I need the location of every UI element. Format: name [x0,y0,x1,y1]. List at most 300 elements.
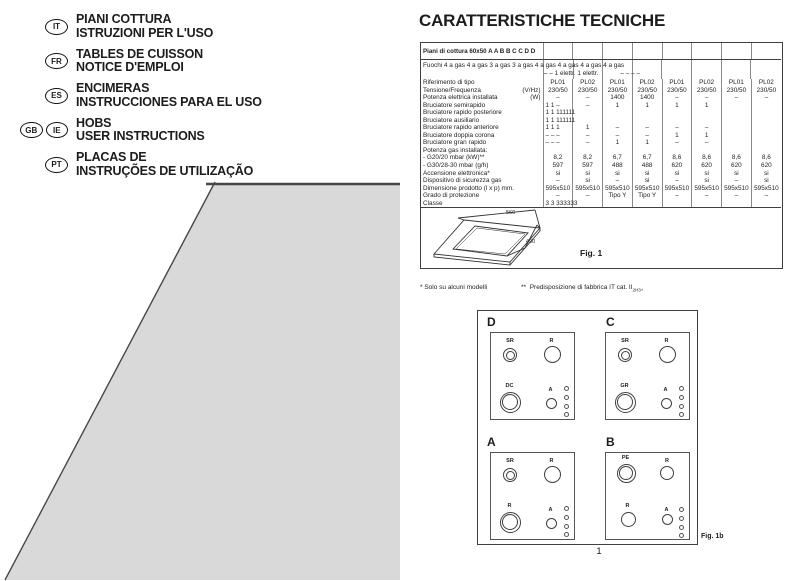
lang-badge-fr: FR [45,53,68,69]
cell: – [692,139,722,147]
knob-dot [679,412,684,417]
lang-title [76,117,205,144]
cell: si [751,177,781,185]
cell: – [603,132,633,140]
lang-badges [20,88,68,104]
burner-label: A [664,507,669,513]
burner-circle [544,346,561,363]
burner-label: R [665,458,669,464]
row-label-text: Potenza elettrica installata [423,94,498,102]
cell: – [603,124,633,132]
cell: 8,6 [722,154,752,162]
lang-line1: PIANI COTTURA [76,12,172,26]
row-label [421,117,543,125]
cell [632,109,662,117]
cell [662,43,692,60]
cell: PL01 [543,79,573,87]
cell: 230/50 [573,87,603,95]
knob-dot [679,395,684,400]
fig1b-box [477,310,698,545]
cell: 1 [662,102,692,110]
row-label-text: Bruciatore rapido anteriore [423,124,499,132]
knob-dot [564,404,569,409]
cell: si [692,170,722,178]
cell: – [662,94,692,102]
cell [751,200,781,208]
fig1-dim-depth: 490 [526,239,536,246]
row-label-text: Riferimento di tipo [423,79,475,86]
lang-title [76,151,253,178]
cell: – [573,132,603,140]
cell [692,43,722,60]
cell [751,132,781,140]
lang-line2: INSTRUCCIONES PARA EL USO [76,94,262,109]
footnote-2-stars: ** [521,284,527,291]
burner-label: R [549,458,554,464]
cell: 1 [632,102,662,110]
cell: 8,6 [751,154,781,162]
lang-badges [20,157,68,173]
cell: 230/50 [543,87,573,95]
lang-badges [20,19,68,35]
fuochi-line2 [544,70,779,78]
lang-title [76,82,262,109]
burner-circle [662,514,673,525]
fig1b-caption: Fig. 1b [701,533,724,540]
row-label-text: Bruciatore ausiliario [423,116,480,124]
hob-panel-d [490,332,575,420]
cell: 6,7 [603,154,633,162]
cell [722,102,752,110]
row-label [421,124,543,132]
burner-circle [503,348,517,362]
cell: – [751,94,781,102]
cell: 1400 [603,94,633,102]
cell: 620 [751,162,781,170]
fuochi-cell [421,60,781,80]
cell [543,43,573,60]
table-row [421,43,781,60]
cell [632,43,662,60]
table-row [421,87,781,95]
fuochi-line2a: – – 1 elettr. 1 elettr. [544,69,599,77]
cell: si [603,170,633,178]
row-label-text: Tensione/Frequenza [423,86,481,94]
cell: 620 [662,162,692,170]
cell: – [632,124,662,132]
cell [573,43,603,60]
lang-line2: ISTRUZIONI PER L'USO [76,25,214,40]
cell: 488 [603,162,633,170]
cell [692,147,722,155]
language-title-block [20,13,400,186]
burner-circle [546,518,557,529]
row-label-text: Bruciatore semirapido [423,101,486,109]
cell: 1400 [632,94,662,102]
footnote-2-sub: 2H3+ [632,287,644,293]
cell: – [543,177,573,185]
cell: 1 [692,102,722,110]
cell: PL01 [722,79,752,87]
cell: – [692,192,722,200]
cell: PL02 [692,79,722,87]
fig1-dim-width: 560 [506,210,516,217]
cell: si [692,177,722,185]
row-label [421,94,543,102]
lang-badge-es: ES [45,88,68,104]
row-label [421,132,543,140]
cell: 1 [573,124,603,132]
cell: PL02 [751,79,781,87]
table-row [421,154,781,162]
row-label-text: Potenza gas installata: [423,146,488,154]
gray-diagonal-shape [0,180,410,581]
row-label-text: Accensione elettronica* [423,169,490,177]
cell [603,200,633,208]
cell: – [573,139,603,147]
cell: 597 [573,162,603,170]
cell [751,43,781,60]
cell: 1 1 111111 [543,117,573,125]
cell: 1 [632,139,662,147]
row-label-text: Grado di protezione [423,192,480,200]
burner-label: R [664,338,669,344]
lang-badges [20,122,68,138]
cell [722,139,752,147]
page-title: CARATTERISTICHE TECNICHE [419,11,666,30]
cell: – [543,94,573,102]
cell: 595x510 [632,185,662,193]
lang-title [76,13,213,40]
lang-line1: TABLES DE CUISSON [76,46,203,61]
fuochi-line1: Fuochi 4 a gas 4 a gas 3 a gas 3 a gas 4 a gas 4 a gas 4 a gas 4 a gas [423,61,625,69]
cell: – [662,139,692,147]
cell: 595x510 [543,185,573,193]
knob-dot [679,507,684,512]
burner-circle [500,512,521,533]
cell: si [573,170,603,178]
burner-circle [503,468,517,482]
tech-table-box [420,42,783,269]
cell [573,147,603,155]
row-label [421,109,543,117]
cell: 1 1 111111 [543,109,573,117]
burner-circle [621,512,636,527]
footnote-2 [521,284,643,292]
cell [722,124,752,132]
cell [662,117,692,125]
knob-dot [564,524,569,529]
burner-label: R [507,503,512,509]
lang-item-it [20,13,400,40]
lang-badges [20,53,68,69]
burner-circle [617,464,636,483]
knob-dot [564,386,569,391]
burner-label: GR [620,383,629,389]
table-row [421,102,781,110]
table-row [421,177,781,185]
row-label [421,79,543,87]
cell: – [722,94,752,102]
footnote-2-text: Predisposizione di fabbrica IT cat. II [529,284,633,291]
cell [632,147,662,155]
lang-line2: USER INSTRUCTIONS [76,129,205,143]
lang-line1: PLACAS DE [76,150,147,164]
cell: 595x510 [751,185,781,193]
cell: si [632,177,662,185]
cell [722,200,752,208]
burner-circle [546,398,557,409]
cell: – [722,192,752,200]
knob-dot [679,386,684,391]
cell: 595x510 [692,185,722,193]
lang-item-fr [20,48,400,75]
knob-dot [679,525,684,530]
cell: – [573,192,603,200]
row-label [421,162,543,170]
burner-circle [618,348,632,362]
table-row [421,109,781,117]
cell: 8,6 [662,154,692,162]
cell: – [603,177,633,185]
cell [573,109,603,117]
cell: si [573,177,603,185]
cell: 230/50 [692,87,722,95]
cell: 3 3 333333 [543,200,573,208]
row-label-text: Bruciatore rapido posteriore [423,109,502,117]
cell [692,117,722,125]
cell: 230/50 [662,87,692,95]
row-label-text: Bruciatore doppia corona [423,131,495,139]
table-row [421,94,781,102]
row-label [421,147,543,155]
table-row [421,132,781,140]
cell: Tipo Y [603,192,633,200]
row-label [421,192,543,200]
row-label [421,139,543,147]
table-row [421,124,781,132]
knob-dot [564,412,569,417]
burner-circle [659,346,676,363]
cell: PL01 [662,79,692,87]
cell: PL02 [573,79,603,87]
table-row [421,200,781,208]
cell: 597 [543,162,573,170]
row-label [421,154,543,162]
cell: – – – [543,132,573,140]
cell [722,147,752,155]
lang-line1: ENCIMERAS [76,81,150,95]
cell: si [722,170,752,178]
page-number: 1 [596,546,602,557]
cell: 230/50 [632,87,662,95]
lang-line1: HOBS [76,115,112,130]
burner-circle [660,466,674,480]
cell [722,117,752,125]
cell [603,109,633,117]
row-label-text: Bruciatore gran rapido [423,139,487,147]
lang-item-es [20,82,400,109]
cell [603,147,633,155]
table-row [421,139,781,147]
cell: 595x510 [603,185,633,193]
hob-panel-a [490,452,575,540]
cell: 8,6 [692,154,722,162]
row-label-text: - G20/20 mbar (kW)** [423,154,485,162]
cell: 1 1 – [543,102,573,110]
cell: – [722,177,752,185]
knob-dot [679,533,684,538]
fig1-area [421,208,782,266]
cell: 595x510 [573,185,603,193]
cell [722,109,752,117]
cell: 1 [692,132,722,140]
cell: PL02 [632,79,662,87]
hob-panel-c [605,332,690,420]
knob-dot [564,506,569,511]
burner-label: A [548,387,553,393]
table-row [421,60,781,80]
lang-badge-pt: PT [45,157,68,173]
row-label [421,87,543,95]
lang-item-pt [20,151,400,178]
cell: 488 [632,162,662,170]
knob-dot [679,404,684,409]
row-label [421,185,543,193]
knob-dot [564,515,569,520]
table-header-cell: Piani di cottura 60x50 A A B B C C D D [421,43,543,60]
cell: – [662,124,692,132]
cell [603,117,633,125]
cell: 8,2 [543,154,573,162]
fig1-caption: Fig. 1 [580,248,603,259]
row-label [421,177,543,185]
panel-letter: D [487,315,496,329]
burner-label: PE [621,455,630,461]
cell: PL01 [603,79,633,87]
cell [573,117,603,125]
cell [632,117,662,125]
lang-line2: NOTICE D'EMPLOI [76,60,184,74]
cell: – [662,177,692,185]
burner-circle [544,466,561,483]
cell [692,109,722,117]
cell: si [662,170,692,178]
cell: 1 [603,139,633,147]
cell: – [573,94,603,102]
burner-label: A [663,387,668,393]
row-label [421,102,543,110]
burner-label: R [625,503,630,509]
cell [722,132,752,140]
cell: – [692,124,722,132]
table-row [421,117,781,125]
lang-badge-it: IT [45,19,68,35]
burner-circle [661,398,672,409]
cell [751,124,781,132]
cell [632,200,662,208]
tech-table [421,43,781,208]
row-label [421,200,543,208]
cell [692,200,722,208]
cell [662,200,692,208]
hob-panel-b [605,452,690,540]
cell: – [632,132,662,140]
row-label-text: Dispositivo di sicurezza gas [423,177,502,185]
cell: 230/50 [722,87,752,95]
cell: 6,7 [632,154,662,162]
cell [751,147,781,155]
cell: – [573,102,603,110]
knob-dot [564,532,569,537]
panel-letter: C [606,315,615,329]
burner-circle [500,392,521,413]
panel-letter: A [487,435,496,449]
cell [603,43,633,60]
cell [751,102,781,110]
fuochi-line2b: – – – – [620,69,640,77]
cell: 230/50 [603,87,633,95]
lang-line2: INSTRUÇÕES DE UTILIZAÇÃO [76,163,254,178]
cell [751,117,781,125]
cell: 620 [692,162,722,170]
cell: si [751,170,781,178]
burner-label: A [548,507,553,513]
cell: 1 1 1 [543,124,573,132]
cell [662,147,692,155]
cell: si [543,170,573,178]
cell: 620 [722,162,752,170]
cell: – [751,192,781,200]
row-label-text: - G30/28-30 mbar (g/h) [423,162,489,170]
lang-title [76,48,203,75]
cell: 595x510 [722,185,752,193]
cell: 1 [662,132,692,140]
cell: 230/50 [751,87,781,95]
row-label-text: Classe [423,199,443,207]
row-unit: (W) [530,94,541,102]
cell [543,147,573,155]
table-row [421,170,781,178]
cell: 595x510 [662,185,692,193]
row-unit: (V/Hz) [522,86,541,94]
cell: 1 [603,102,633,110]
cell [722,43,752,60]
lang-item-gb-ie [20,117,400,144]
cell: 8,2 [573,154,603,162]
table-row [421,147,781,155]
cell: – [543,192,573,200]
burner-label: SR [506,458,514,464]
cell: – [692,94,722,102]
row-label [421,170,543,178]
footnote-1: * Solo su alcuni modelli [420,284,488,291]
cell: Tipo Y [632,192,662,200]
burner-circle [615,392,636,413]
cell: – [662,192,692,200]
lang-badge-gb: GB [20,122,43,138]
cell [751,109,781,117]
burner-label: SR [506,338,514,344]
table-row [421,192,781,200]
burner-label: DC [505,383,514,389]
row-label-text: Dimensione prodotto (l x p) mm. [423,184,514,192]
table-row [421,79,781,87]
cell [751,139,781,147]
panel-letter: B [606,435,615,449]
cell: si [632,170,662,178]
cell [662,109,692,117]
